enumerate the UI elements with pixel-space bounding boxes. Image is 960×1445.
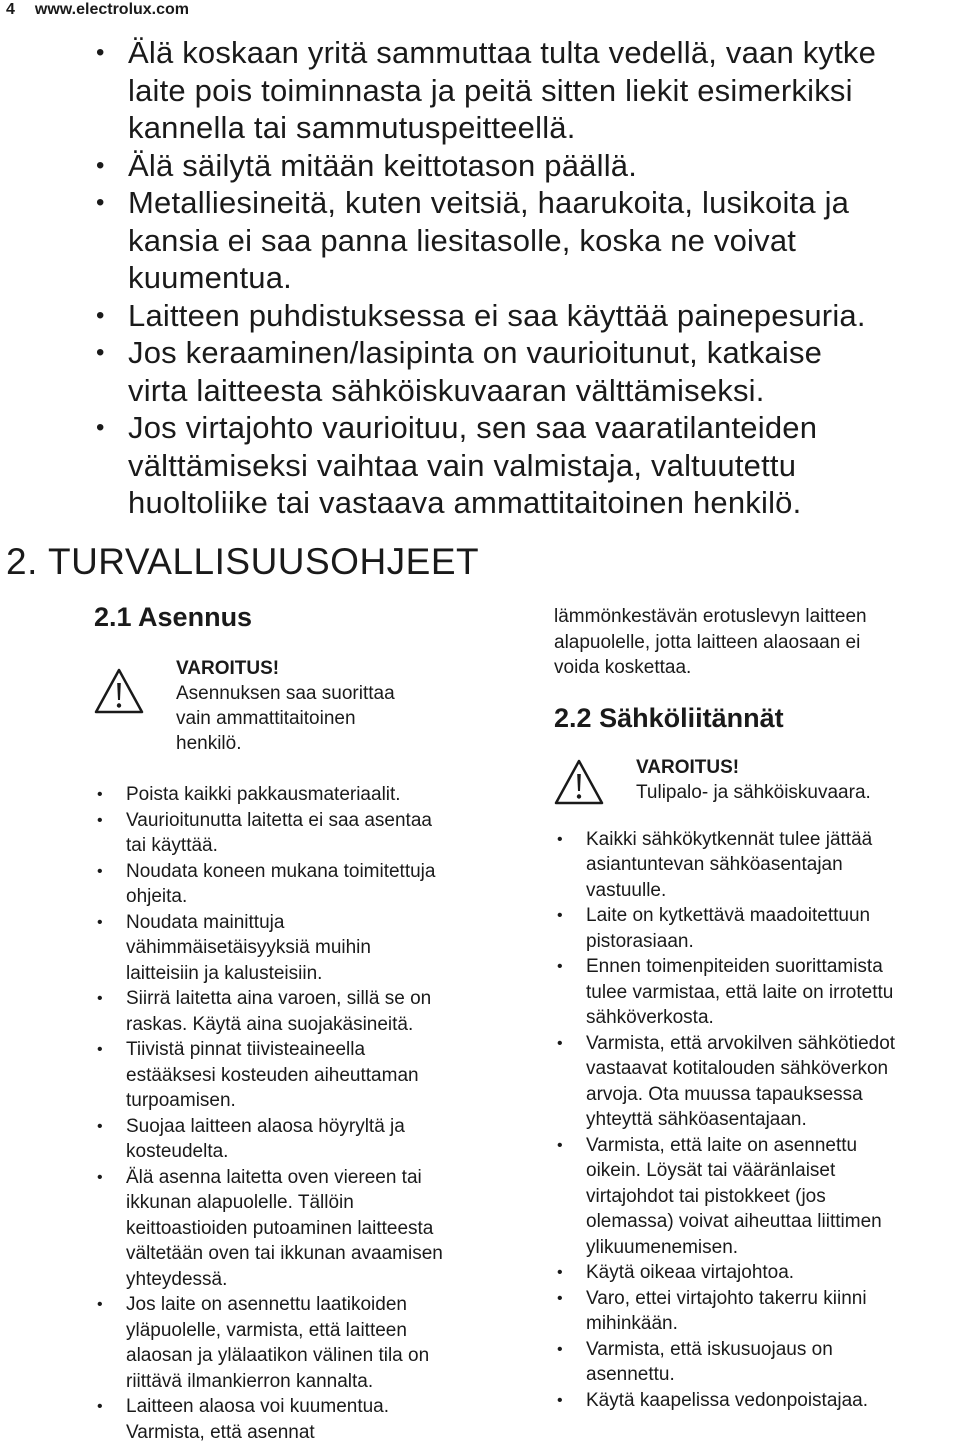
text-line: kuumentua. (128, 260, 292, 295)
list-item (86, 297, 946, 335)
text-line: Älä säilytä mitään keittotason päällä. (128, 147, 638, 183)
bullet-icon: • (97, 1117, 103, 1135)
text-line: ohjeita. (126, 886, 188, 907)
text-line: riittävä ilmankierron kannalta. (126, 1370, 374, 1392)
list-item (94, 1037, 524, 1114)
text-line: vastuulle. (586, 879, 667, 901)
bullet-icon: • (557, 1289, 563, 1307)
text-line: Suojaa laitteen alaosa höyryltä ja (126, 1115, 405, 1137)
bullet-icon: • (97, 1296, 103, 1313)
list-item (94, 808, 524, 859)
list-item (86, 147, 946, 185)
text-line: Jos keraaminen/lasipinta on vaurioitunut, katkaise (128, 335, 823, 370)
text-line: virta laitteesta sähköiskuvaaran välttämiseksi. (128, 372, 765, 408)
bullet-icon: • (97, 786, 103, 803)
text-line: tulee varmistaa, että laite on irrotettu (586, 981, 894, 1003)
text-line: Käytä oikeaa virtajohtoa. (586, 1262, 795, 1283)
text-line: vastaavat kotitalouden sähköverkon (586, 1058, 889, 1079)
warning-triangle-icon (94, 668, 144, 714)
text-line: voida koskettaa. (554, 657, 692, 678)
warning-text (176, 656, 524, 756)
list-item (554, 1388, 954, 1414)
text-line: sähköverkosta. (586, 1007, 714, 1028)
text-line: oikein. Löysät tai vääränlaiset (586, 1160, 836, 1181)
list-item (554, 954, 954, 1031)
text-line: Varmista, että laite on asennettu (586, 1134, 858, 1156)
text-line: Varmista, että iskusuojaus on (586, 1338, 833, 1360)
text-line: vähimmäisetäisyyksiä muihin (126, 937, 371, 958)
page-number: 4 (6, 1, 15, 18)
text-line: alapuolelle, jotta laitteen alaosaan ei (554, 631, 861, 653)
bullet-icon: • (97, 1168, 103, 1186)
text-line: Jos virtajohto vaurioituu, sen saa vaaratilanteiden (128, 410, 818, 445)
list-item (94, 859, 524, 910)
list-item (86, 334, 946, 409)
text-line: mihinkään. (586, 1313, 678, 1334)
warning-triangle-icon (554, 759, 604, 805)
text-line: kannella tai sammutuspeitteellä. (128, 110, 576, 145)
text-line: kansia ei saa panna liesitasolle, koska ne voivat (128, 222, 797, 258)
section-title: 2. TURVALLISUUSOHJEET (6, 541, 480, 582)
text-line: Laitteen puhdistuksessa ei saa käyttää painepesuria. (128, 297, 866, 333)
text-line: estääksesi kosteuden aiheuttaman (126, 1064, 419, 1086)
text-line: laitteisiin ja kalusteisiin. (126, 962, 323, 984)
text-line: Metalliesineitä, kuten veitsiä, haarukoita, lusikoita ja (128, 185, 850, 220)
text-line: huoltoliike tai vastaava ammattitaitoinen henkilö. (128, 485, 802, 520)
list-item (94, 986, 524, 1037)
subsection-title-asennus (94, 600, 524, 634)
text-line: Ennen toimenpiteiden suorittamista (586, 956, 883, 977)
bullet-icon: • (97, 990, 103, 1007)
warning-title: VAROITUS! (636, 756, 740, 778)
bullet-icon: • (557, 1391, 563, 1409)
right-column (554, 600, 954, 1413)
list-item (94, 782, 524, 808)
list-item (554, 827, 954, 904)
top-bullet-list (86, 34, 946, 522)
list-item (554, 1133, 954, 1261)
text-line: Kaikki sähkökytkennät tulee jättää (586, 828, 873, 850)
list-item (94, 1114, 524, 1165)
bullet-icon: • (97, 1398, 103, 1415)
text-line: tai käyttää. (126, 835, 218, 856)
bullet-icon: • (557, 1034, 563, 1052)
text-line: Käytä kaapelissa vedonpoistajaa. (586, 1389, 869, 1411)
text-line: lämmönkestävän erotuslevyn laitteen (554, 606, 867, 627)
list-item (554, 1337, 954, 1388)
list-item (94, 910, 524, 987)
text-line: laite pois toiminnasta ja peitä sitten liekit esimerkiksi (128, 72, 853, 108)
warning-box (94, 656, 524, 756)
electrical-list (554, 827, 954, 1414)
subsection-label: Asennus (138, 602, 253, 632)
installation-list (94, 782, 524, 1445)
list-item (94, 1165, 524, 1293)
bullet-icon: • (96, 151, 105, 179)
subsection-label: Sähköliitännät (599, 702, 784, 733)
text-line: Siirrä laitetta aina varoen, sillä se on (126, 988, 432, 1009)
bullet-icon: • (97, 1041, 103, 1058)
text-line: Varmista, että arvokilven sähkötiedot (586, 1032, 896, 1054)
text-line: Varo, ettei virtajohto takerru kiinni (586, 1287, 867, 1309)
text-line: Laitteen alaosa voi kuumentua. (126, 1396, 390, 1417)
list-item (554, 1031, 954, 1133)
text-line: ikkunan alapuolelle. Tällöin (126, 1192, 354, 1213)
text-line: Tulipalo- ja sähköiskuvaara. (636, 781, 871, 803)
text-line: Varmista, että asennat (126, 1421, 315, 1443)
warning-message (636, 780, 954, 805)
bullet-icon: • (557, 907, 563, 924)
list-item (94, 1292, 524, 1394)
text-line: Älä asenna laitetta oven viereen tai (126, 1166, 422, 1188)
list-item (86, 184, 946, 297)
warning-box (554, 755, 954, 805)
text-line: kosteudelta. (126, 1141, 229, 1162)
text-line: raskas. Käytä aina suojakäsineitä. (126, 1013, 414, 1035)
text-line: Vaurioitunutta laitetta ei saa asentaa (126, 809, 432, 831)
text-line: vain ammattitaitoinen (176, 708, 356, 729)
text-line: virtajohdot tai pistokkeet (jos (586, 1185, 826, 1207)
bullet-icon: • (96, 339, 105, 366)
bullet-icon: • (557, 958, 563, 975)
bullet-icon: • (557, 1264, 563, 1281)
bullet-icon: • (96, 301, 105, 329)
bullet-icon: • (557, 1136, 563, 1154)
bullet-icon: • (97, 913, 103, 931)
text-line: turpoamisen. (126, 1090, 236, 1111)
text-line: asennettu. (586, 1364, 675, 1385)
text-line: Noudata mainittuja (126, 911, 285, 933)
list-item (86, 34, 946, 147)
text-line: Asennuksen saa suorittaa (176, 683, 395, 704)
list-item (554, 1260, 954, 1286)
text-line: arvoja. Ota muussa tapauksessa (586, 1083, 863, 1105)
subsection-number: 2.1 (94, 602, 132, 632)
list-item (86, 409, 946, 522)
website-url: www.electrolux.com (34, 1, 190, 18)
text-line: ylikuumenemisen. (586, 1236, 739, 1258)
subsection-title-sahkoliitannat (554, 701, 954, 735)
list-item (554, 1286, 954, 1337)
text-line: pistorasiaan. (586, 930, 694, 952)
text-line: yläpuolelle, varmista, että laitteen (126, 1319, 407, 1341)
bullet-icon: • (557, 830, 563, 848)
warning-title: VAROITUS! (176, 658, 280, 679)
text-line: Laite on kytkettävä maadoitettuun (586, 905, 871, 926)
text-line: Tiivistä pinnat tiivisteaineella (126, 1039, 366, 1060)
text-line: vältetään oven tai ikkunan avaamisen (126, 1243, 443, 1264)
text-line: Jos laite on asennettu laatikoiden (126, 1294, 407, 1315)
warning-text (636, 755, 954, 805)
bullet-icon: • (97, 862, 103, 880)
text-line: keittoastioiden putoaminen laitteesta (126, 1217, 434, 1239)
list-item (554, 903, 954, 954)
bullet-icon: • (557, 1340, 563, 1358)
warning-message (176, 681, 524, 756)
left-column (94, 600, 524, 1445)
text-line: henkilö. (176, 733, 242, 754)
text-line: yhteydessä. (126, 1268, 228, 1290)
text-line: Älä koskaan yritä sammuttaa tulta vedellä, vaan kytke (128, 35, 877, 70)
text-line: Poista kaikki pakkausmateriaalit. (126, 784, 401, 805)
page-header (6, 0, 189, 20)
text-line: yhteyttä sähköasentajaan. (586, 1109, 807, 1130)
text-line: Noudata koneen mukana toimitettuja (126, 860, 436, 882)
bullet-icon: • (96, 414, 105, 441)
list-item (94, 1394, 524, 1445)
text-line: olemassa) voivat aiheuttaa liittimen (586, 1211, 882, 1232)
continued-paragraph (554, 604, 954, 681)
bullet-icon: • (96, 39, 105, 66)
text-line: asiantuntevan sähköasentajan (586, 854, 843, 875)
text-line: välttämiseksi vaihtaa vain valmistaja, valtuutettu (128, 447, 797, 483)
bullet-icon: • (96, 189, 105, 216)
text-line: alaosan ja ylälaatikon välinen tila on (126, 1345, 430, 1366)
subsection-number: 2.2 (554, 702, 592, 733)
bullet-icon: • (97, 811, 103, 829)
